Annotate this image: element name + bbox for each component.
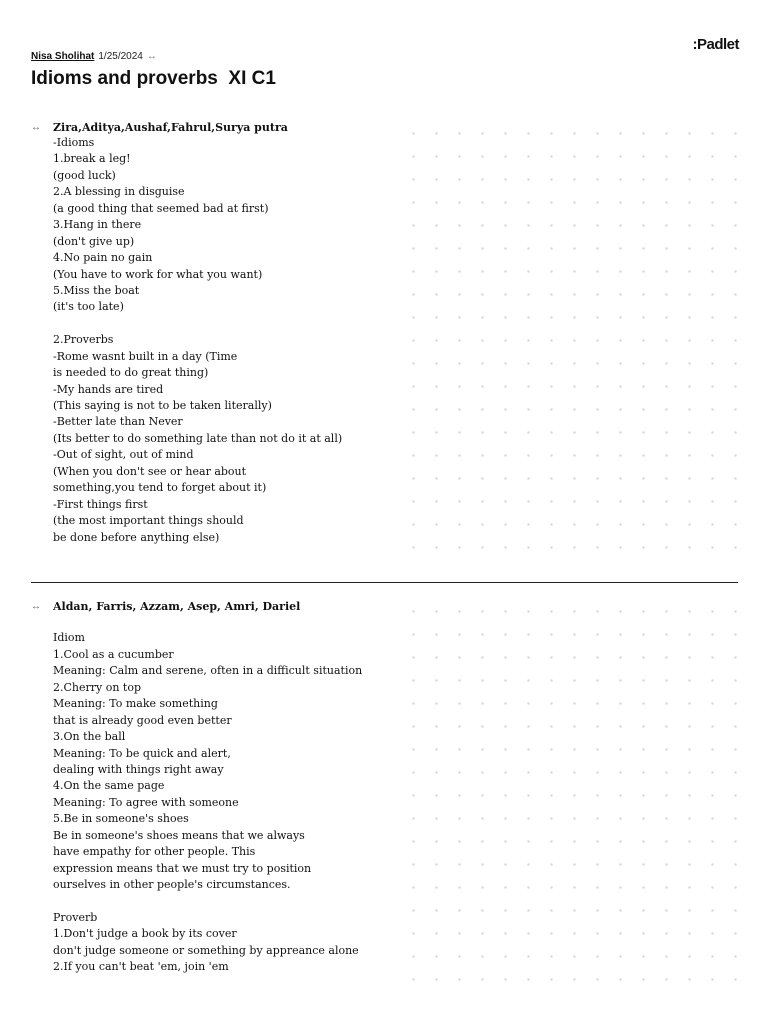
post-line: (When you don't see or hear about: [53, 464, 247, 478]
post-line: Meaning: To make something: [53, 697, 218, 711]
post-line: is needed to do great thing): [53, 366, 209, 380]
post-line: 1.break a leg!: [53, 152, 131, 166]
post-line: Idiom: [53, 631, 85, 645]
post-line: Proverb: [53, 910, 98, 924]
post-line: -Out of sight, out of mind: [53, 448, 194, 462]
section-divider: [31, 582, 738, 583]
post-line: (Its better to do something late than not do it at all): [53, 431, 343, 445]
post-authors: Zira,Aditya,Aushaf,Fahrul,Surya putra: [53, 120, 288, 134]
post-line: [53, 893, 383, 909]
post-date: 1/25/2024: [98, 51, 143, 62]
post-line: -First things first: [53, 497, 148, 511]
post-line: (This saying is not to be taken literally): [53, 399, 272, 412]
post-line: dealing with things right away: [53, 762, 224, 776]
post-line: Meaning: To be quick and alert,: [53, 746, 231, 760]
post-line: expression means that we must try to position: [53, 861, 312, 875]
post-body: [53, 614, 383, 976]
post-line: (it's too late): [53, 300, 124, 314]
post-line: (don't give up): [53, 234, 135, 248]
post-line: [53, 614, 383, 630]
page-title: Idioms and proverbs XI C1: [31, 68, 276, 89]
author-link[interactable]: Nisa Sholihat: [31, 51, 95, 62]
post-line: 3.Hang in there: [53, 218, 142, 232]
post-line: 2.Proverbs: [53, 333, 114, 347]
post-line: don't judge someone or something by appreance alone: [53, 943, 359, 957]
post-line: 2.A blessing in disguise: [53, 185, 185, 199]
post-line: 2.If you can't beat 'em, join 'em: [53, 960, 229, 974]
post-line: 5.Be in someone's shoes: [53, 812, 189, 826]
post-authors: Aldan, Farris, Azzam, Asep, Amri, Dariel: [53, 599, 301, 613]
post-line: 1.Don't judge a book by its cover: [53, 927, 237, 941]
post-line: Meaning: Calm and serene, often in a difficult situation: [53, 664, 363, 678]
post-line: Be in someone's shoes means that we always: [53, 828, 305, 842]
post-body: [53, 135, 383, 546]
post-line: something,you tend to forget about it): [53, 481, 267, 495]
post-line: ourselves in other people's circumstances.: [53, 878, 291, 891]
post-line: 1.Cool as a cucumber: [53, 647, 174, 661]
post-line: 3.On the ball: [53, 730, 126, 744]
link-icon[interactable]: ↔: [31, 600, 41, 612]
post-line: have empathy for other people. This: [53, 845, 256, 859]
link-icon[interactable]: ↔: [146, 51, 157, 62]
post-line: (a good thing that seemed bad at first): [53, 201, 269, 215]
post-line: (the most important things should: [53, 514, 244, 528]
post-line: (good luck): [53, 168, 116, 182]
post-line: (You have to work for what you want): [53, 267, 263, 281]
post-line: -Idioms: [53, 136, 95, 149]
post-card: [31, 598, 741, 976]
post-line: [53, 316, 383, 332]
post-line: be done before anything else): [53, 530, 220, 544]
post-header: [31, 598, 741, 614]
post-line: -Rome wasnt built in a day (Time: [53, 349, 238, 363]
post-line: 5.Miss the boat: [53, 283, 140, 297]
post-line: that is already good even better: [53, 713, 232, 727]
post-line: -My hands are tired: [53, 382, 164, 396]
post-header: [31, 119, 741, 135]
post-line: 2.Cherry on top: [53, 680, 142, 694]
post-line: 4.No pain no gain: [53, 251, 153, 265]
post-card: [31, 119, 741, 546]
padlet-logo[interactable]: :Padlet: [692, 36, 739, 53]
post-meta: [31, 51, 157, 62]
post-line: -Better late than Never: [53, 415, 183, 429]
link-icon[interactable]: ↔: [31, 121, 41, 133]
post-line: 4.On the same page: [53, 779, 165, 793]
post-line: Meaning: To agree with someone: [53, 795, 239, 809]
